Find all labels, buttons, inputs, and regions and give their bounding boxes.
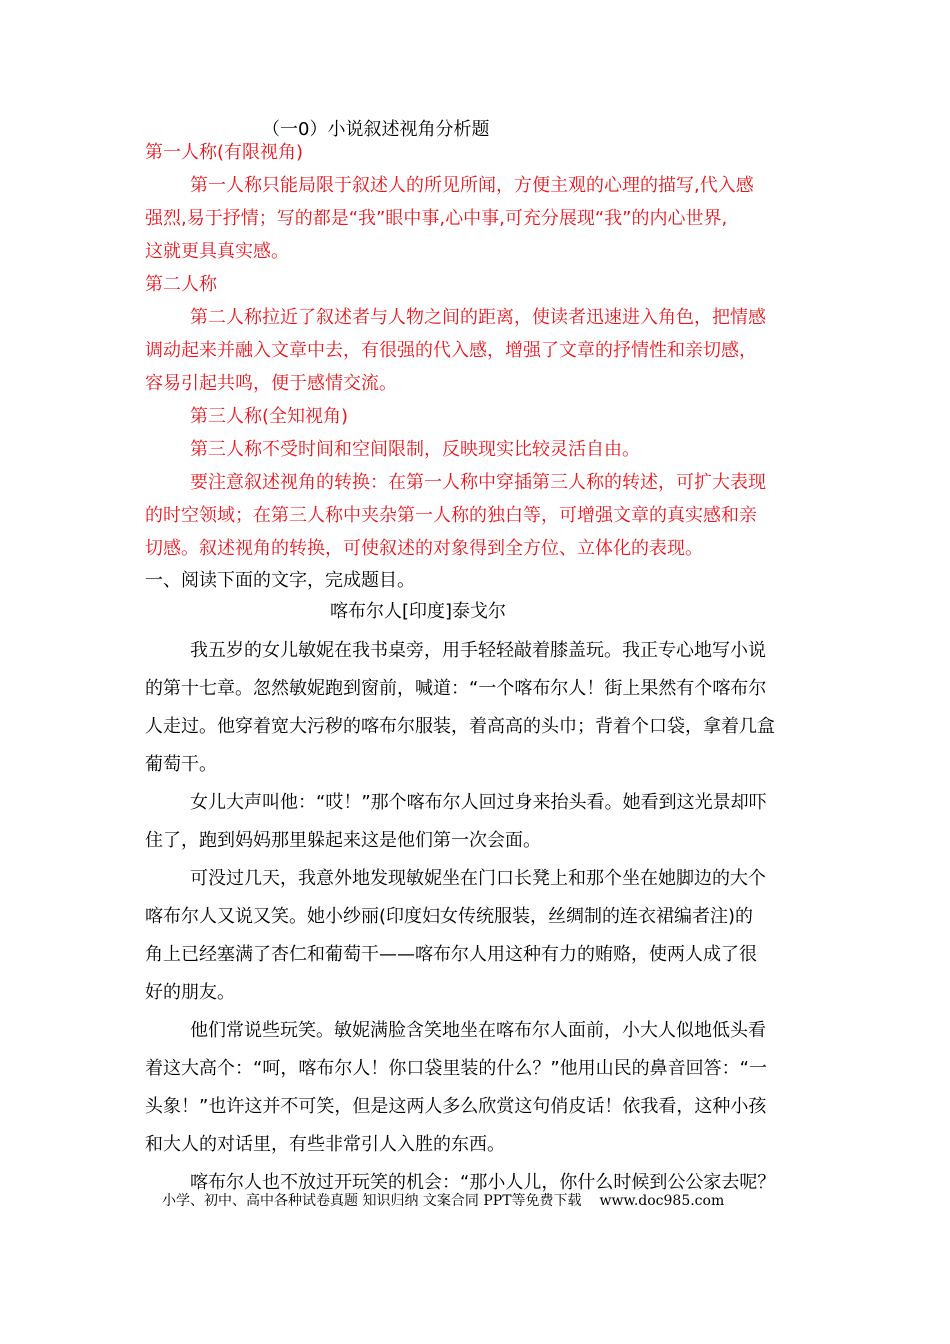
paragraph-line: 的时空领域；在第三人称中夹杂第一人称的独白等，可增强文章的真实感和亲 [145,505,757,526]
question-intro: 一、阅读下面的文字，完成题目。 [145,570,415,591]
paragraph-line: 第二人称拉近了叙述者与人物之间的距离，使读者迅速进入角色，把情感 [190,307,766,328]
story-line: 我五岁的女儿敏妮在我书桌旁，用手轻轻敲着膝盖玩。我正专心地写小说 [190,640,766,661]
paragraph-line: 第一人称只能局限于叙述人的所见所闻，方便主观的心理的描写,代入感 [190,175,754,196]
doc-title: （一0）小说叙述视角分析题 [262,119,490,140]
story-line: 和大人的对话里，有些非常引人入胜的东西。 [145,1134,505,1155]
story-line: 喀布尔人也不放过开玩笑的机会：“那小人儿，你什么时候到公公家去呢？ [190,1172,776,1193]
footer-url[interactable]: www.doc985.com [599,1193,725,1209]
footer-text: 小学、初中、高中各种试卷真题 知识归纳 文案合同 PPT等免费下载 [162,1193,582,1209]
paragraph-line: 切感。叙述视角的转换，可使叙述的对象得到全方位、立体化的表现。 [145,538,703,559]
story-line: 女儿大声叫他：“哎！”那个喀布尔人回过身来抬头看。她看到这光景却吓 [190,792,767,813]
story-line: 他们常说些玩笑。敏妮满脸含笑地坐在喀布尔人面前，小大人似地低头看 [190,1020,766,1041]
story-title: 喀布尔人[印度]泰戈尔 [330,601,507,622]
paragraph-line: 要注意叙述视角的转换：在第一人称中穿插第三人称的转述，可扩大表现 [190,472,766,493]
story-line: 的第十七章。忽然敏妮跑到窗前，喊道：“一个喀布尔人！街上果然有个喀布尔 [145,678,767,699]
paragraph-line: 这就更具真实感。 [145,241,289,262]
section-heading-second-person: 第二人称 [145,274,217,295]
section-heading-first-person: 第一人称(有限视角) [145,142,304,163]
story-line: 住了，跑到妈妈那里躲起来这是他们第一次会面。 [145,830,541,851]
story-line: 角上已经塞满了杏仁和葡萄干——喀布尔人用这种有力的贿赂，使两人成了很 [145,944,757,965]
paragraph-line: 第三人称不受时间和空间限制，反映现实比较灵活自由。 [190,439,640,460]
story-line: 着这大高个：“呵，喀布尔人！你口袋里装的什么？”他用山民的鼻音回答：“一 [145,1058,767,1079]
page-footer [162,1191,724,1211]
paragraph-line: 调动起来并融入文章中去，有很强的代入感，增强了文章的抒情性和亲切感， [145,340,757,361]
paragraph-line: 强烈,易于抒情；写的都是“我”眼中事,心中事,可充分展现“我”的内心世界, [145,208,728,229]
story-line: 喀布尔人又说又笑。她小纱丽(印度妇女传统服装，丝绸制的连衣裙编者注)的 [145,906,754,927]
story-line: 头象！”也许这并不可笑，但是这两人多么欣赏这句俏皮话！依我看，这种小孩 [145,1096,767,1117]
section-heading-third-person: 第三人称(全知视角) [190,406,349,427]
story-line: 人走过。他穿着宽大污秽的喀布尔服装，着高高的头巾；背着个口袋，拿着几盒 [145,716,775,737]
story-line: 可没过几天，我意外地发现敏妮坐在门口长凳上和那个坐在她脚边的大个 [190,868,766,889]
paragraph-line: 容易引起共鸣，便于感情交流。 [145,373,397,394]
story-line: 葡萄干。 [145,754,217,775]
story-line: 好的朋友。 [145,982,235,1003]
